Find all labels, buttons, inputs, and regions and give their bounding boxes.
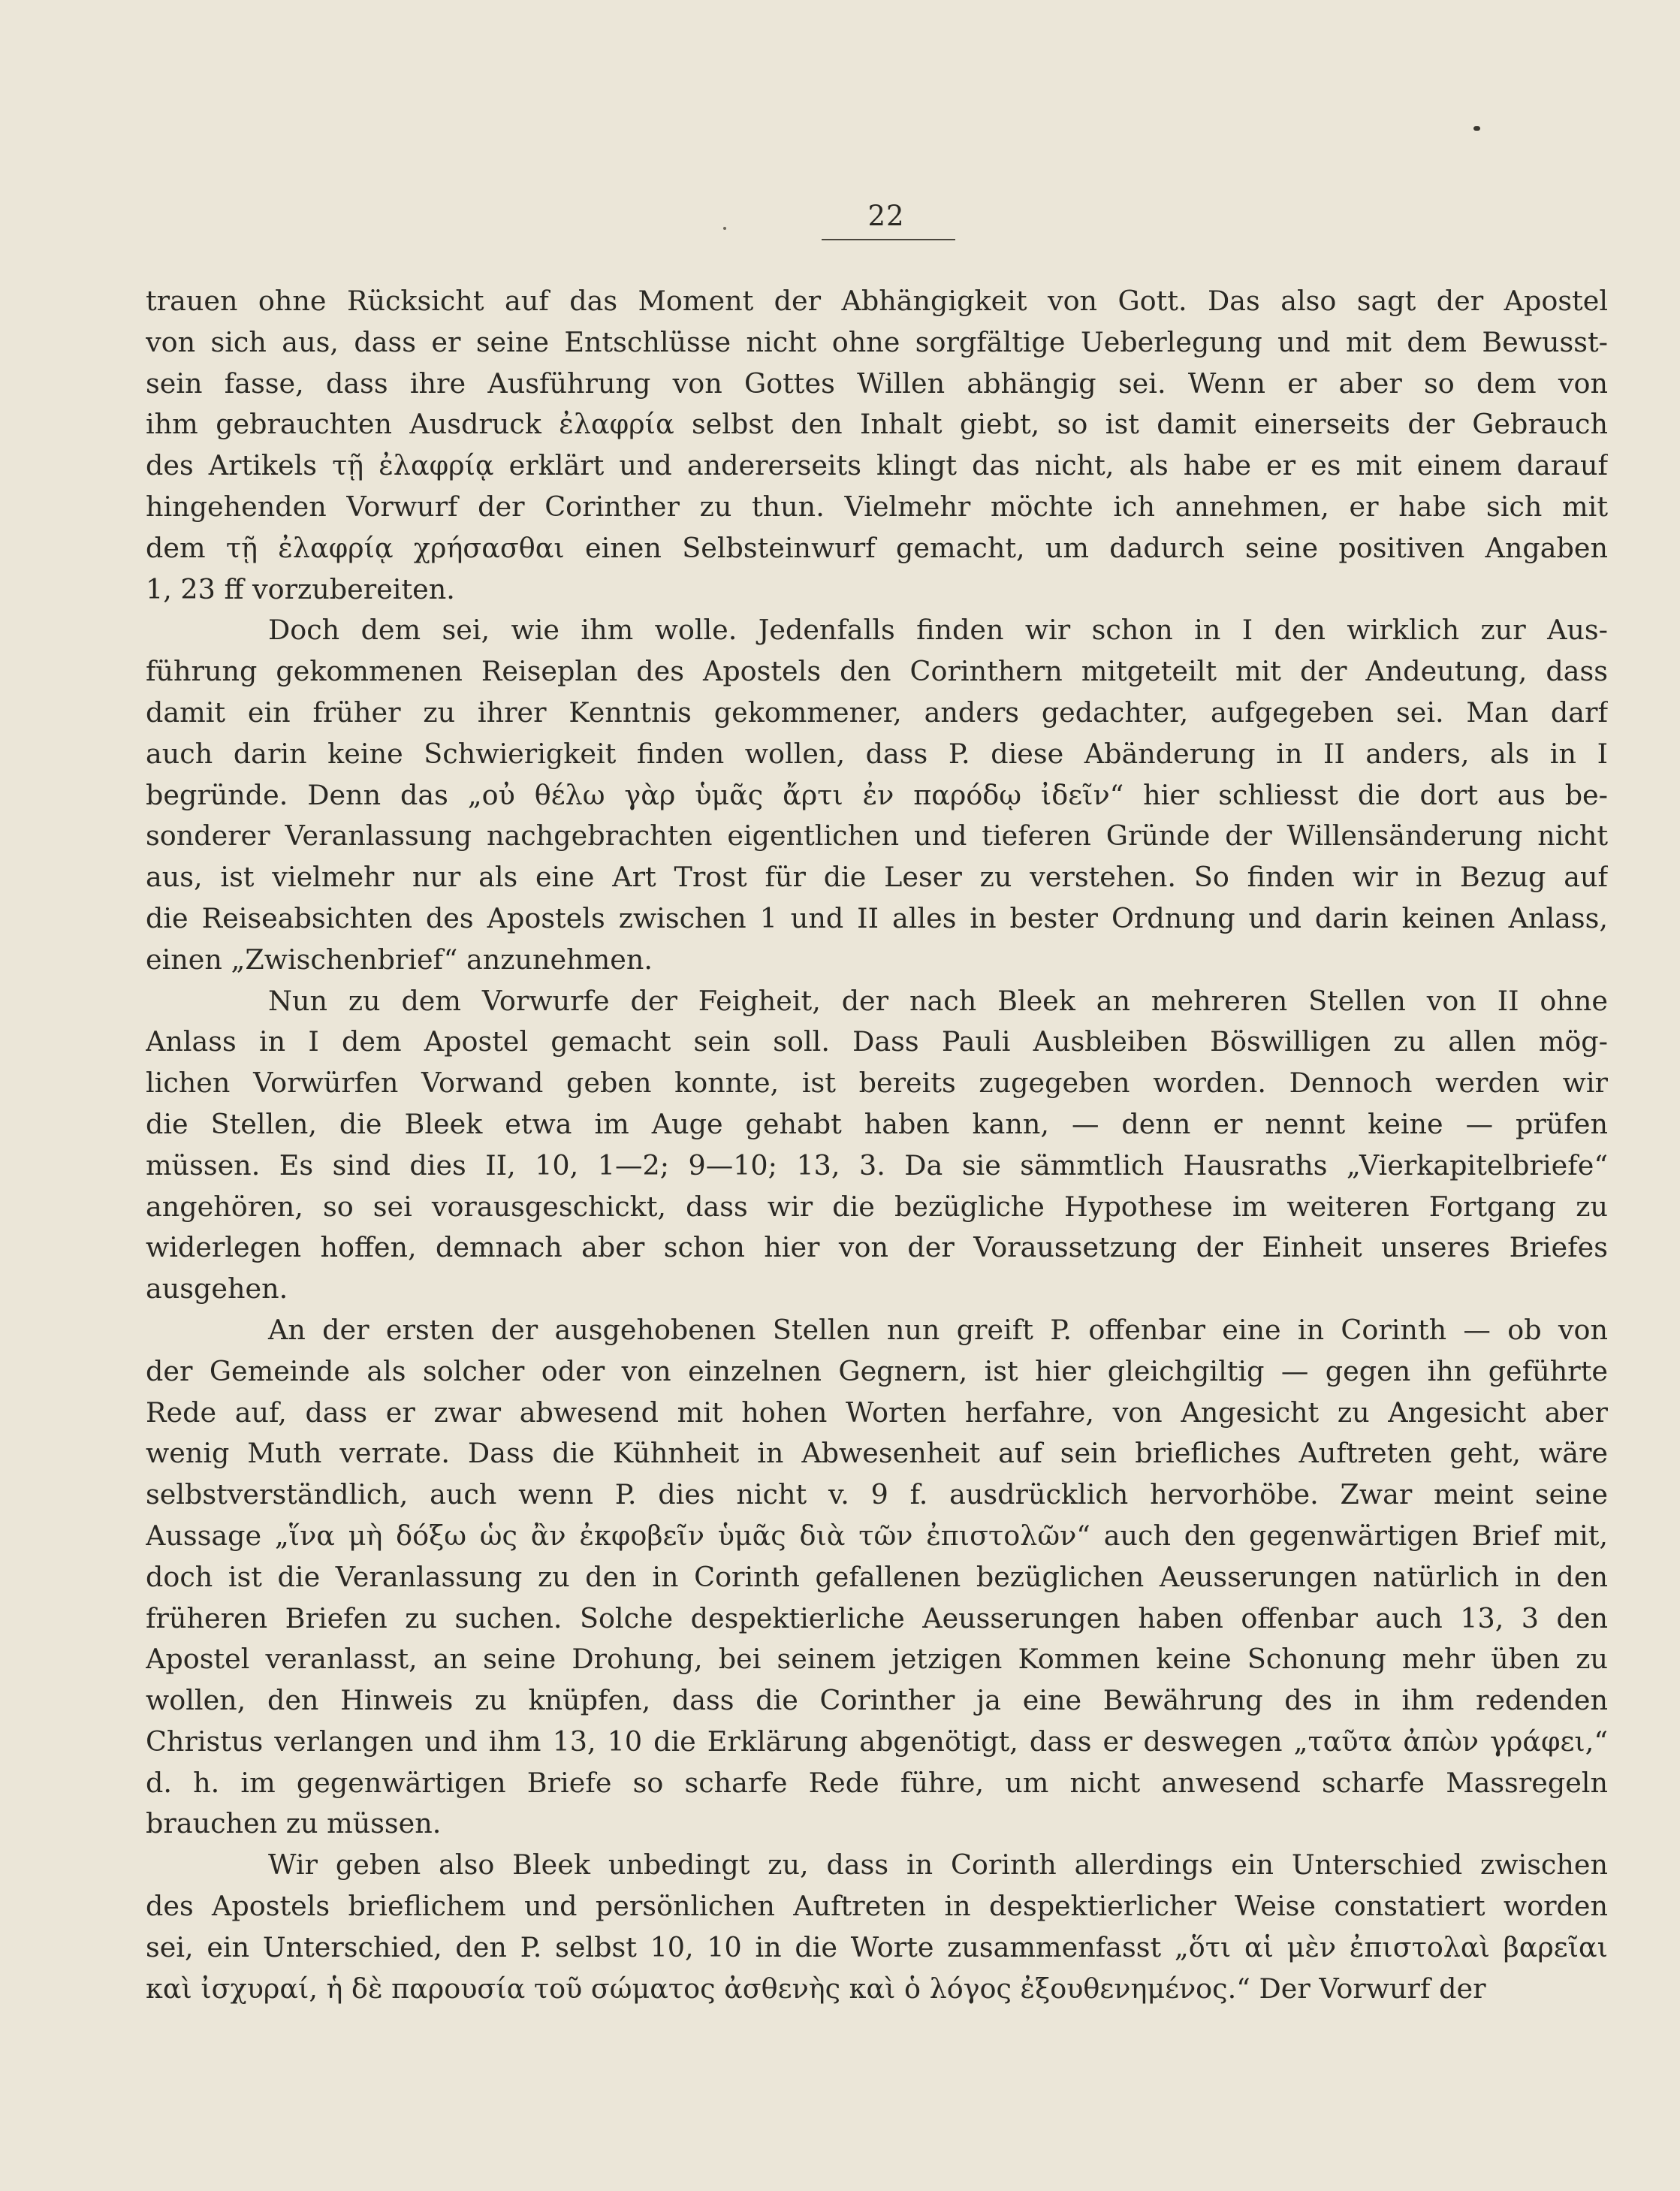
- text-line: Wir geben also Bleek unbedingt zu, dass in Corinth allerdings ein Unterschied zwischen: [268, 1848, 1608, 1882]
- ink-speck: [1473, 126, 1480, 131]
- text-line: von sich aus, dass er seine Entschlüsse nicht ohne sorgfältige Ueberlegung und mit dem Bewusst-: [146, 325, 1608, 358]
- text-line: angehören, so sei vorausgeschickt, dass wir die bezügliche Hypothese im weiteren Fortgang zu: [146, 1190, 1608, 1223]
- text-line: die Stellen, die Bleek etwa im Auge gehabt haben kann, — denn er nennt keine — prüfen: [146, 1107, 1608, 1140]
- paragraph: [146, 610, 1608, 980]
- text-line: brauchen zu müssen.: [146, 1807, 442, 1840]
- text-line: aus, ist vielmehr nur als eine Art Trost für die Leser zu verstehen. So finden wir in Bezug auf: [146, 861, 1608, 894]
- paragraph: [146, 981, 1608, 1310]
- ink-speck: [723, 227, 726, 230]
- text-line: sei, ein Unterschied, den P. selbst 10, 10 in die Worte zusammenfasst „ὅτι αἱ μὲν ἐπιστολαὶ βαρεῖαι: [146, 1930, 1608, 1963]
- text-line: müssen. Es sind dies II, 10, 1—2; 9—10; 13, 3. Da sie sämmtlich Hausraths „Vierkapitelbriefe“: [146, 1148, 1608, 1182]
- text-line: καὶ ἰσχυραί, ἡ δὲ παρουσία τοῦ σώματος ἀσθενὴς καὶ ὁ λόγος ἐξουθενημένος.“ Der Vorwurf der: [146, 1972, 1486, 2005]
- text-line: lichen Vorwürfen Vorwand geben konnte, ist bereits zugegeben worden. Dennoch werden wir: [146, 1067, 1608, 1100]
- text-line: wenig Muth verrate. Dass die Kühnheit in Abwesenheit auf sein briefliches Auftreten geht, wäre: [146, 1437, 1608, 1470]
- text-line: Apostel veranlasst, an seine Drohung, bei seinem jetzigen Kommen keine Schonung mehr üben zu: [146, 1643, 1608, 1676]
- text-line: selbstverständlich, auch wenn P. dies nicht v. 9 f. ausdrücklich hervorhöbe. Zwar meint seine: [146, 1478, 1608, 1511]
- text-line: 1, 23 ff vorzubereiten.: [146, 572, 455, 605]
- paragraph: [146, 1310, 1608, 1845]
- text-line: hingehenden Vorwurf der Corinther zu thun. Vielmehr möchte ich annehmen, er habe sich mit: [146, 490, 1608, 523]
- text-line: sein fasse, dass ihre Ausführung von Gottes Willen abhängig sei. Wenn er aber so dem von: [146, 367, 1608, 400]
- text-line: des Artikels τῇ ἐλαφρίᾳ erklärt und andererseits klingt das nicht, als habe er es mit einem darauf: [146, 449, 1608, 482]
- text-line: damit ein früher zu ihrer Kenntnis gekommener, anders gedachter, aufgegeben sei. Man darf: [146, 696, 1608, 729]
- text-line: Doch dem sei, wie ihm wolle. Jedenfalls finden wir schon in I den wirklich zur Aus-: [268, 614, 1608, 647]
- text-line: Aussage „ἵνα μὴ δόξω ὡς ἂν ἐκφοβεῖν ὑμᾶς διὰ τῶν ἐπιστολῶν“ auch den gegenwärtigen Brief mit,: [146, 1519, 1608, 1552]
- body-text: [146, 281, 1608, 2009]
- text-line: Anlass in I dem Apostel gemacht sein soll. Dass Pauli Ausbleiben Böswilligen zu allen mög-: [146, 1025, 1608, 1058]
- paragraph: [146, 1845, 1608, 2009]
- text-line: d. h. im gegenwärtigen Briefe so scharfe Rede führe, um nicht anwesend scharfe Massregeln: [146, 1766, 1608, 1799]
- text-line: sonderer Veranlassung nachgebrachten eigentlichen und tieferen Gründe der Willensänderung nicht: [146, 819, 1608, 853]
- paragraph: [146, 281, 1608, 610]
- text-line: trauen ohne Rücksicht auf das Moment der Abhängigkeit von Gott. Das also sagt der Apostel: [146, 285, 1608, 317]
- text-line: früheren Briefen zu suchen. Solche despektierliche Aeusserungen haben offenbar auch 13, 3 den: [146, 1601, 1608, 1634]
- text-line: Nun zu dem Vorwurfe der Feigheit, der nach Bleek an mehreren Stellen von II ohne: [268, 984, 1608, 1017]
- text-line: An der ersten der ausgehobenen Stellen nun greift P. offenbar eine in Corinth — ob von: [268, 1313, 1608, 1346]
- text-line: ihm gebrauchten Ausdruck ἐλαφρία selbst den Inhalt giebt, so ist damit einerseits der Gebrauch: [146, 408, 1608, 441]
- text-line: begründe. Denn das „οὐ θέλω γὰρ ὑμᾶς ἄρτι ἐν παρόδῳ ἰδεῖν“ hier schliesst die dort aus be-: [146, 778, 1608, 811]
- text-line: Rede auf, dass er zwar abwesend mit hohen Worten herfahre, von Angesicht zu Angesicht aber: [146, 1396, 1608, 1429]
- page-number-rule: [822, 239, 955, 240]
- text-line: widerlegen hoffen, demnach aber schon hier von der Voraussetzung der Einheit unseres Briefes: [146, 1231, 1608, 1264]
- text-line: doch ist die Veranlassung zu den in Corinth gefallenen bezüglichen Aeusserungen natürlich in den: [146, 1560, 1608, 1593]
- text-line: ausgehen.: [146, 1272, 288, 1305]
- text-line: Christus verlangen und ihm 13, 10 die Erklärung abgenötigt, dass er deswegen „ταῦτα ἀπὼν γράφει,“: [146, 1725, 1608, 1758]
- text-line: einen „Zwischenbrief“ anzunehmen.: [146, 943, 653, 976]
- text-line: der Gemeinde als solcher oder von einzelnen Gegnern, ist hier gleichgiltig — gegen ihn geführte: [146, 1354, 1608, 1387]
- text-line: auch darin keine Schwierigkeit finden wollen, dass P. diese Abänderung in II anders, als in I: [146, 737, 1608, 770]
- page-number: 22: [867, 200, 905, 232]
- text-line: die Reiseabsichten des Apostels zwischen 1 und II alles in bester Ordnung und darin keinen Anlass,: [146, 901, 1608, 934]
- text-line: des Apostels brieflichem und persönlichen Auftreten in despektierlicher Weise constatiert worden: [146, 1890, 1608, 1923]
- text-line: dem τῇ ἐλαφρίᾳ χρήσασθαι einen Selbsteinwurf gemacht, um dadurch seine positiven Angaben: [146, 531, 1608, 564]
- text-line: wollen, den Hinweis zu knüpfen, dass die Corinther ja eine Bewährung des in ihm redenden: [146, 1684, 1608, 1717]
- text-line: führung gekommenen Reiseplan des Apostels den Corinthern mitgeteilt mit der Andeutung, dass: [146, 655, 1608, 688]
